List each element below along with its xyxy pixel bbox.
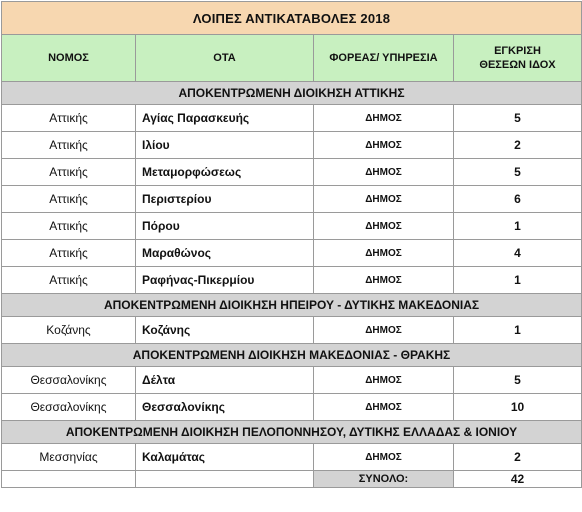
cell-ota: Δέλτα <box>136 367 314 394</box>
cell-foreas: ΔΗΜΟΣ <box>314 267 454 294</box>
region-row <box>2 82 582 105</box>
cell-nomos: Αττικής <box>2 240 136 267</box>
table-row <box>2 213 582 240</box>
cell-ota: Αγίας Παρασκευής <box>136 105 314 132</box>
header-egkrisi <box>454 35 582 82</box>
cell-count: 4 <box>454 240 582 267</box>
cell-nomos: Κοζάνης <box>2 317 136 344</box>
cell-foreas: ΔΗΜΟΣ <box>314 213 454 240</box>
cell-count: 2 <box>454 132 582 159</box>
region-row <box>2 294 582 317</box>
table-title: ΛΟΙΠΕΣ ΑΝΤΙΚΑΤΑΒΟΛΕΣ 2018 <box>2 2 582 35</box>
table-row <box>2 240 582 267</box>
cell-nomos: Μεσσηνίας <box>2 444 136 471</box>
cell-nomos: Αττικής <box>2 186 136 213</box>
cell-foreas: ΔΗΜΟΣ <box>314 367 454 394</box>
cell-foreas: ΔΗΜΟΣ <box>314 240 454 267</box>
cell-ota: Μαραθώνος <box>136 240 314 267</box>
total-row <box>2 471 582 488</box>
cell-foreas: ΔΗΜΟΣ <box>314 317 454 344</box>
table-row <box>2 132 582 159</box>
cell-nomos: Θεσσαλονίκης <box>2 394 136 421</box>
total-blank-2 <box>136 471 314 488</box>
cell-foreas: ΔΗΜΟΣ <box>314 159 454 186</box>
cell-ota: Θεσσαλονίκης <box>136 394 314 421</box>
cell-nomos: Αττικής <box>2 159 136 186</box>
cell-nomos: Αττικής <box>2 267 136 294</box>
region-row <box>2 421 582 444</box>
cell-count: 2 <box>454 444 582 471</box>
cell-count: 5 <box>454 159 582 186</box>
total-value: 42 <box>454 471 582 488</box>
cell-count: 6 <box>454 186 582 213</box>
allocation-table <box>1 1 582 488</box>
header-row <box>2 35 582 82</box>
cell-ota: Κοζάνης <box>136 317 314 344</box>
table-row <box>2 317 582 344</box>
region-title: ΑΠΟΚΕΝΤΡΩΜΕΝΗ ΔΙΟΙΚΗΣΗ ΗΠΕΙΡΟΥ - ΔΥΤΙΚΗΣ ΜΑΚΕΔΟΝΙΑΣ <box>2 294 582 317</box>
cell-count: 10 <box>454 394 582 421</box>
total-blank-1 <box>2 471 136 488</box>
table-row <box>2 267 582 294</box>
header-egkrisi-line1: ΕΓΚΡΙΣΗ <box>494 45 541 57</box>
cell-count: 5 <box>454 367 582 394</box>
cell-nomos: Θεσσαλονίκης <box>2 367 136 394</box>
spreadsheet <box>1 1 581 488</box>
table-row <box>2 444 582 471</box>
cell-ota: Καλαμάτας <box>136 444 314 471</box>
cell-ota: Μεταμορφώσεως <box>136 159 314 186</box>
table-row <box>2 105 582 132</box>
table-row <box>2 367 582 394</box>
region-title: ΑΠΟΚΕΝΤΡΩΜΕΝΗ ΔΙΟΙΚΗΣΗ ΜΑΚΕΔΟΝΙΑΣ - ΘΡΑΚΗΣ <box>2 344 582 367</box>
region-row <box>2 344 582 367</box>
cell-ota: Ιλίου <box>136 132 314 159</box>
cell-count: 5 <box>454 105 582 132</box>
region-title: ΑΠΟΚΕΝΤΡΩΜΕΝΗ ΔΙΟΙΚΗΣΗ ΠΕΛΟΠΟΝΝΗΣΟΥ, ΔΥΤΙΚΗΣ ΕΛΛΑΔΑΣ & ΙΟΝΙΟΥ <box>2 421 582 444</box>
table-row <box>2 394 582 421</box>
region-title: ΑΠΟΚΕΝΤΡΩΜΕΝΗ ΔΙΟΙΚΗΣΗ ΑΤΤΙΚΗΣ <box>2 82 582 105</box>
cell-foreas: ΔΗΜΟΣ <box>314 444 454 471</box>
title-row <box>2 2 582 35</box>
cell-foreas: ΔΗΜΟΣ <box>314 394 454 421</box>
header-egkrisi-line2: ΘΕΣΕΩΝ ΙΔΟΧ <box>479 59 556 71</box>
cell-foreas: ΔΗΜΟΣ <box>314 105 454 132</box>
header-foreas: ΦΟΡΕΑΣ/ ΥΠΗΡΕΣΙΑ <box>314 35 454 82</box>
cell-ota: Πόρου <box>136 213 314 240</box>
cell-nomos: Αττικής <box>2 213 136 240</box>
header-nomos: ΝΟΜΟΣ <box>2 35 136 82</box>
cell-foreas: ΔΗΜΟΣ <box>314 186 454 213</box>
table-row <box>2 186 582 213</box>
cell-nomos: Αττικής <box>2 132 136 159</box>
table-row <box>2 159 582 186</box>
cell-count: 1 <box>454 267 582 294</box>
total-label: ΣΥΝΟΛΟ: <box>314 471 454 488</box>
cell-count: 1 <box>454 317 582 344</box>
cell-nomos: Αττικής <box>2 105 136 132</box>
cell-ota: Ραφήνας-Πικερμίου <box>136 267 314 294</box>
header-ota: ΟΤΑ <box>136 35 314 82</box>
cell-ota: Περιστερίου <box>136 186 314 213</box>
cell-foreas: ΔΗΜΟΣ <box>314 132 454 159</box>
cell-count: 1 <box>454 213 582 240</box>
